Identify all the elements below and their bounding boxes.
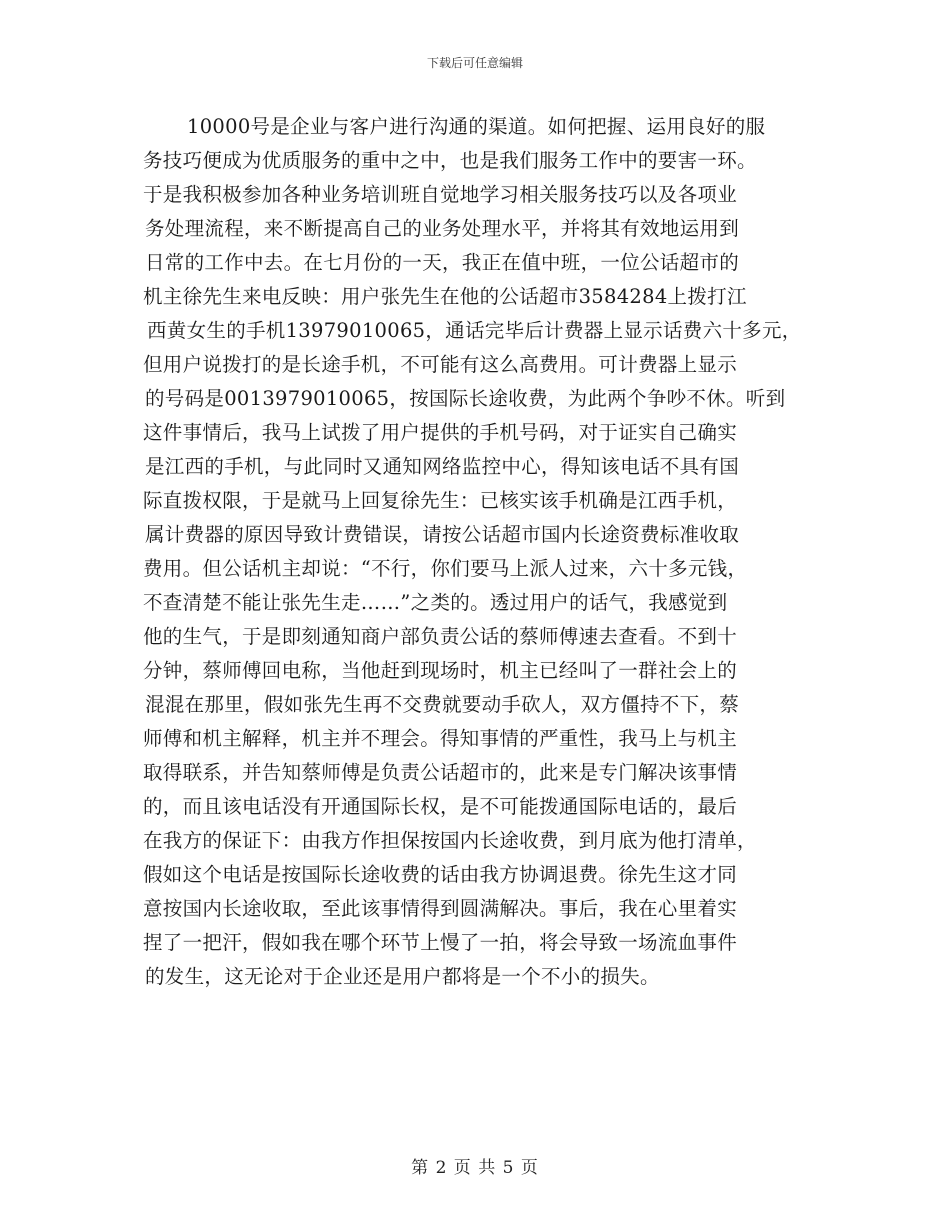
paragraph-line: 意按国内长途收取，至此该事情得到圆满解决。事后，我在心里着实: [143, 897, 738, 920]
paragraph-line: 假如这个电话是按国际长途收费的话由我方协调退费。徐先生这才同: [143, 863, 738, 886]
paragraph-line: 分钟，蔡师傅回电称，当他赶到现场时，机主已经叫了一群社会上的: [143, 659, 738, 682]
paragraph-line: 不查清楚不能让张先生走……”之类的。透过用户的话气，我感觉到: [143, 591, 728, 614]
paragraph-line: 取得联系，并告知蔡师傅是负责公话超市的，此来是专门解决该事情: [143, 761, 738, 784]
paragraph-line: 费用。但公话机主却说：“不行，你们要马上派人过来，六十多元钱，: [143, 557, 748, 580]
paragraph-line: 务技巧便成为优质服务的重中之中，也是我们服务工作中的要害一环。: [143, 149, 757, 172]
paragraph-line: 是江西的手机，与此同时又通知网络监控中心，得知该电话不具有国: [145, 455, 740, 478]
paragraph-line: 在我方的保证下：由我方作担保按国内长途收费，到月底为他打清单，: [143, 829, 757, 852]
paragraph-line: 混混在那里，假如张先生再不交费就要动手砍人，双方僵持不下，蔡: [145, 693, 740, 716]
paragraph-line: 10000号是企业与客户进行沟通的渠道。如何把握、运用良好的服: [187, 115, 766, 138]
paragraph-line: 这件事情后，我马上试拨了用户提供的手机号码，对于证实自己确实: [143, 421, 738, 444]
paragraph-line: 于是我积极参加各种业务培训班自觉地学习相关服务技巧以及各项业: [143, 183, 738, 206]
page-number-footer: 第 2 页 共 5 页: [411, 1158, 539, 1178]
paragraph-line: 属计费器的原因导致计费错误，请按公话超市国内长途资费标准收取: [145, 523, 740, 546]
paragraph-line: 西黄女生的手机13979010065，通话完毕后计费器上显示话费六十多元，: [147, 319, 802, 342]
paragraph-line: 日常的工作中去。在七月份的一天，我正在值中班，一位公话超市的: [145, 251, 740, 274]
paragraph-line: 际直拨权限，于是就马上回复徐先生：已核实该手机确是江西手机，: [143, 489, 738, 512]
paragraph-line: 的发生，这无论对于企业还是用户都将是一个不小的损失。: [145, 965, 660, 988]
paragraph-line: 的号码是0013979010065，按国际长途收费，为此两个争吵不休。听到: [145, 387, 786, 410]
paragraph-line: 的，而且该电话没有开通国际长权，是不可能拨通国际电话的，最后: [143, 795, 738, 818]
paragraph-line: 务处理流程，来不断提高自己的业务处理水平，并将其有效地运用到: [145, 217, 740, 240]
paragraph-line: 但用户说拨打的是长途手机，不可能有这么高费用。可计费器上显示: [143, 353, 738, 376]
paragraph-line: 他的生气，于是即刻通知商户部负责公话的蔡师傅速去查看。不到十: [143, 625, 738, 648]
page-header: 下载后可任意编辑: [426, 56, 523, 70]
paragraph-line: 机主徐先生来电反映：用户张先生在他的公话超市3584284上拨打江: [143, 285, 747, 308]
paragraph-line: 师傅和机主解释，机主并不理会。得知事情的严重性，我马上与机主: [143, 727, 738, 750]
paragraph-line: 捏了一把汗，假如我在哪个环节上慢了一拍，将会导致一场流血事件: [143, 931, 738, 954]
